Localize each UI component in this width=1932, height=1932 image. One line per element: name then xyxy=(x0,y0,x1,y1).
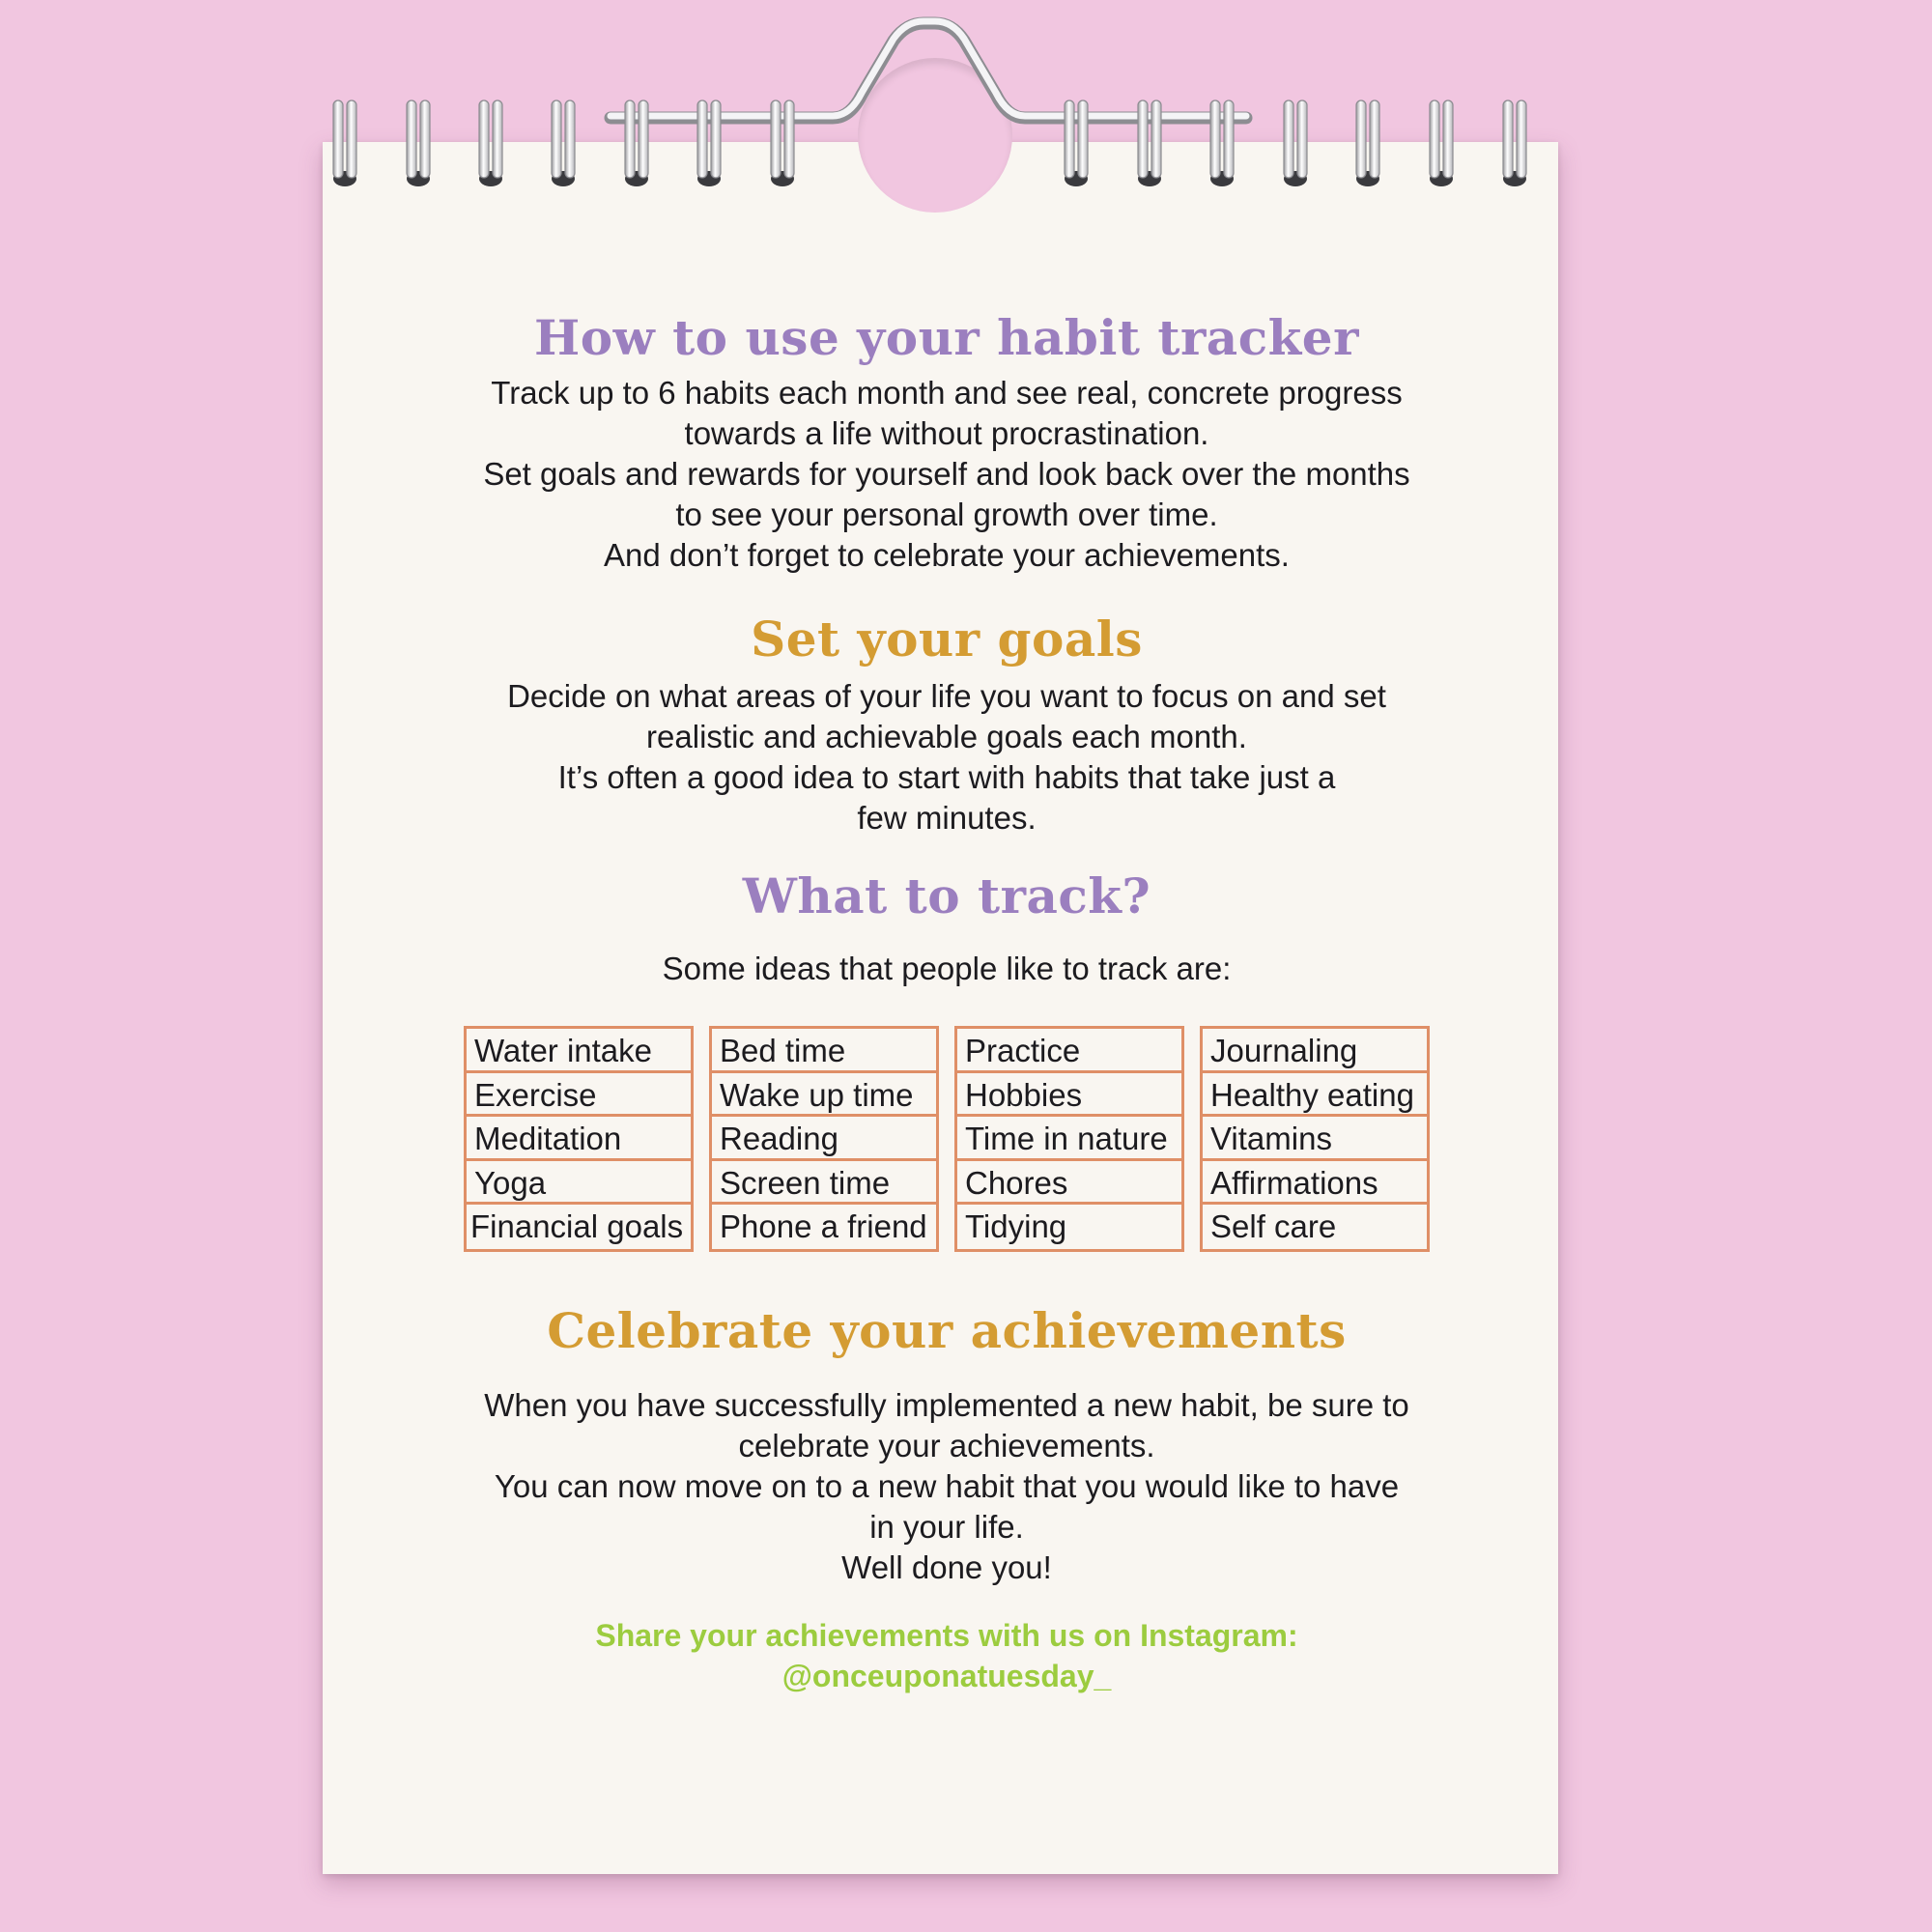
hanging-notch xyxy=(858,58,1012,213)
what-to-track-intro: Some ideas that people like to track are: xyxy=(662,951,1232,986)
habit-cell: Affirmations xyxy=(1203,1161,1427,1206)
habit-cell: Tidying xyxy=(965,1208,1067,1245)
habit-cell: Exercise xyxy=(467,1073,691,1118)
habit-cell: Financial goals xyxy=(470,1208,684,1245)
habit-cell: Journaling xyxy=(1203,1029,1427,1073)
habit-cell: Water intake xyxy=(467,1029,691,1073)
habit-cell: Self care xyxy=(1210,1208,1337,1245)
how-to-use-heading: How to use your habit tracker xyxy=(534,309,1359,366)
what-to-track-heading: What to track? xyxy=(742,867,1151,924)
habit-column-3 xyxy=(954,1026,1184,1252)
instagram-handle[interactable]: @onceuponatuesday_ xyxy=(781,1658,1112,1693)
habit-cell: Reading xyxy=(712,1117,936,1161)
habit-cell: Meditation xyxy=(467,1117,691,1161)
instagram-share xyxy=(444,1615,1449,1696)
habit-cell: Time in nature xyxy=(957,1117,1181,1161)
habit-cell: Bed time xyxy=(712,1029,936,1073)
habit-cell: Yoga xyxy=(467,1161,691,1206)
celebrate-heading: Celebrate your achievements xyxy=(547,1301,1347,1359)
habit-column-1 xyxy=(464,1026,694,1252)
habit-cell: Chores xyxy=(957,1161,1181,1206)
page-content xyxy=(444,309,1449,1696)
habit-cell: Hobbies xyxy=(957,1073,1181,1118)
habit-cell: Screen time xyxy=(712,1161,936,1206)
share-text: Share your achievements with us on Instagram: xyxy=(595,1617,1298,1653)
habit-cell: Phone a friend xyxy=(720,1208,927,1245)
habit-ideas-table xyxy=(464,1026,1430,1252)
habit-column-2 xyxy=(709,1026,939,1252)
habit-cell: Wake up time xyxy=(712,1073,936,1118)
set-goals-text: Decide on what areas of your life you want to focus on and set realistic and achievable goals each month. It’s often a good idea to start with habits that take just a few minutes. xyxy=(507,678,1386,836)
habit-cell: Vitamins xyxy=(1203,1117,1427,1161)
habit-cell: Healthy eating xyxy=(1203,1073,1427,1118)
habit-column-4 xyxy=(1200,1026,1430,1252)
how-to-use-text: Track up to 6 habits each month and see real, concrete progress towards a life without procrastination. Set goals and rewards for yourself and look back over the months to see your personal growth over time. And don’t forget to celebrate your achievements. xyxy=(483,375,1410,573)
habit-cell: Practice xyxy=(957,1029,1181,1073)
celebrate-text: When you have successfully implemented a new habit, be sure to celebrate your achievements. You can now move on to a new habit that you would like to have in your life. Well done you! xyxy=(484,1386,1409,1585)
set-goals-heading: Set your goals xyxy=(751,611,1143,668)
